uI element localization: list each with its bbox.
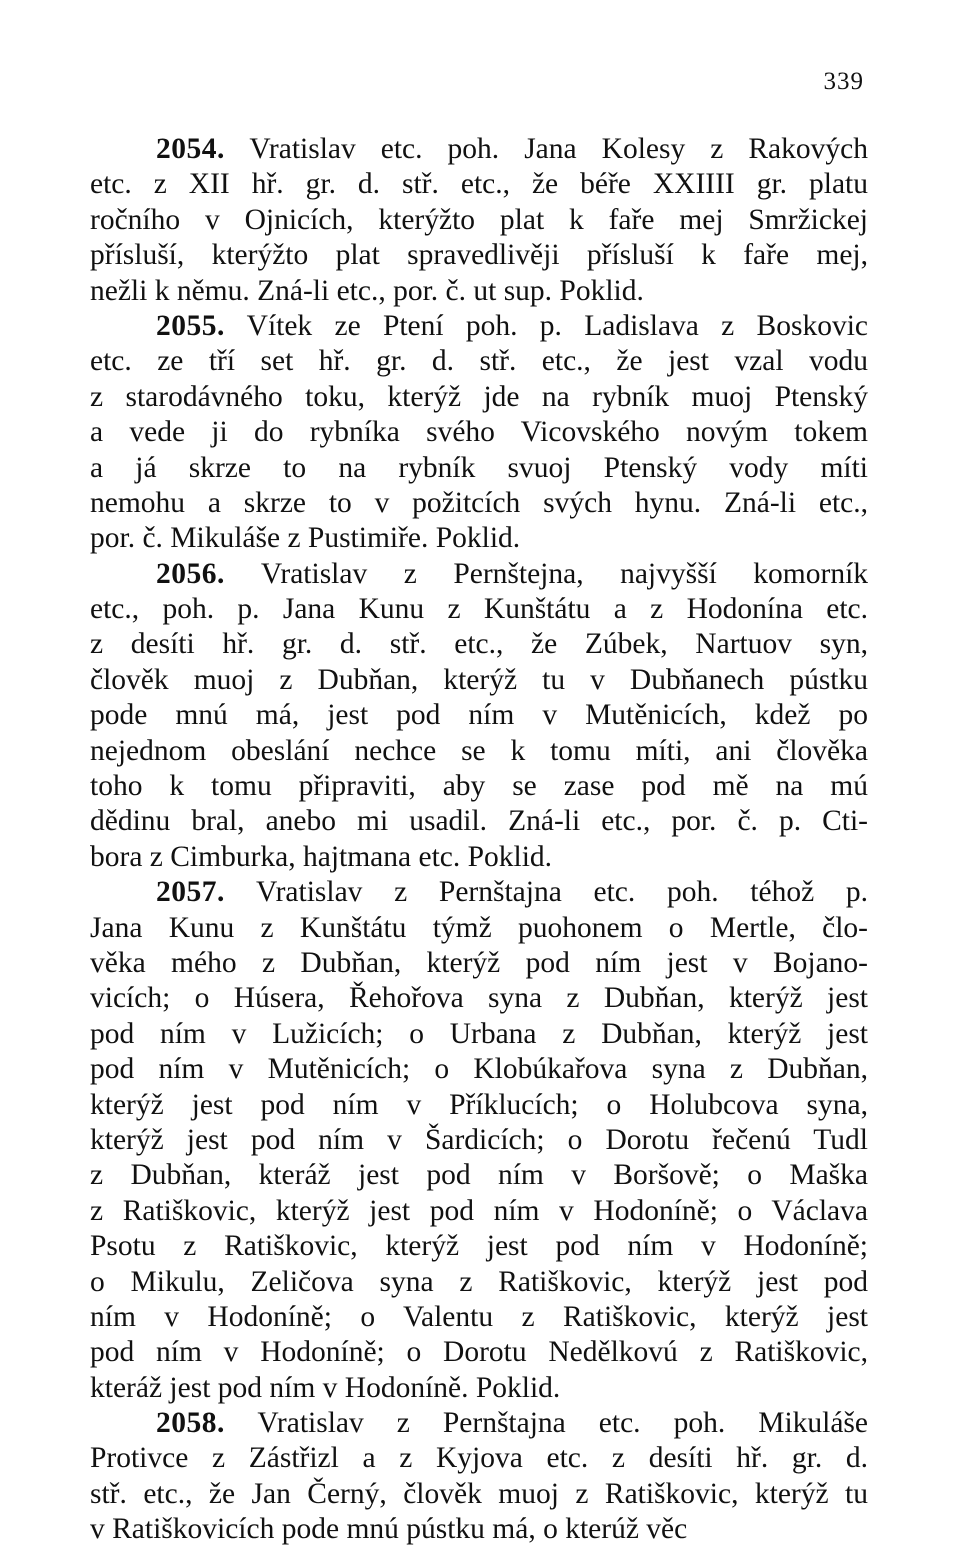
entry-number: 2057. [156, 876, 225, 909]
text-line [90, 698, 868, 733]
text-line [90, 132, 868, 167]
line-text: a vede ji do rybníka svého Vicovského novým tokem [90, 416, 868, 449]
entry [90, 557, 868, 876]
entry [90, 875, 868, 1406]
text-line [90, 451, 868, 486]
text-line [90, 1300, 868, 1335]
line-text: etc. ze tří set hř. gr. d. stř. etc., že jest vzal vodu [90, 345, 868, 378]
text-line [90, 875, 868, 910]
text-line [90, 1265, 868, 1300]
line-text: bora z Cimburka, hajtmana etc. Poklid. [90, 840, 553, 873]
text-line [90, 1406, 868, 1441]
text-line [90, 734, 868, 769]
text-line [90, 592, 868, 627]
line-text: z starodávného toku, kterýž jde na rybník muoj Ptenský [90, 380, 868, 413]
line-text: etc., poh. p. Jana Kunu z Kunštátu a z Hodonína etc. [90, 593, 868, 626]
line-text: dědinu bral, anebo mi usadil. Zná-li etc., por. č. p. Cti- [90, 805, 868, 838]
text-line [90, 804, 868, 839]
line-text: toho k tomu připraviti, aby se zase pod mě na mú [90, 770, 868, 803]
line-text: etc. z XII hř. gr. d. stř. etc., že béře XXIIII gr. platu [90, 168, 868, 201]
text-line [90, 557, 868, 592]
line-text: ročního v Ojnicích, kterýžto plat k faře mej Smržickej [90, 203, 868, 236]
entry [90, 132, 868, 309]
entry-number: 2055. [156, 309, 225, 342]
line-text: přísluší, kterýžto plat spravedlivěji přísluší k faře mej, [90, 239, 868, 272]
line-text: a já skrze to na rybník svuoj Ptenský vody míti [90, 451, 868, 484]
document-text [90, 132, 868, 1548]
entry-number: 2058. [156, 1407, 225, 1440]
text-line [90, 274, 868, 309]
text-line [90, 486, 868, 521]
text-line [90, 380, 868, 415]
line-text: nemohu a skrze to v požitcích svých hynu. Zná-li etc., [90, 486, 868, 519]
text-line [90, 238, 868, 273]
line-text: kterýž jest pod ním v Příklucích; o Holubcova syna, [90, 1088, 868, 1121]
line-text: ním v Hodoníně; o Valentu z Ratiškovic, kterýž jest [90, 1300, 868, 1333]
line-text: nejednom obeslání nechce se k tomu míti, ani člověka [90, 734, 868, 767]
text-line [90, 1371, 868, 1406]
line-text: Vítek ze Ptení poh. p. Ladislava z Boskovic [246, 309, 868, 342]
line-text: z Ratiškovic, kterýž jest pod ním v Hodoníně; o Václava [90, 1194, 868, 1227]
line-text: vicích; o Húsera, Řehořova syna z Dubňan, kterýž jest [90, 982, 868, 1015]
text-line [90, 344, 868, 379]
line-text: nežli k němu. Zná-li etc., por. č. ut sup. Poklid. [90, 274, 644, 307]
line-text: pod ním v Lužicích; o Urbana z Dubňan, kterýž jest [90, 1017, 868, 1050]
line-text: Vratislav etc. poh. Jana Kolesy z Rakových [249, 133, 868, 165]
line-text: o Mikulu, Zeličova syna z Ratiškovic, kterýž jest pod [90, 1265, 868, 1298]
page-number: 339 [823, 68, 864, 95]
text-line [90, 1512, 868, 1547]
text-line [90, 946, 868, 981]
entry-number: 2054. [156, 133, 225, 165]
text-line [90, 203, 868, 238]
line-text: pod ním v Hodoníně; o Dorotu Nedělkovú z Ratiškovic, [90, 1336, 868, 1369]
text-line [90, 309, 868, 344]
text-line [90, 1088, 868, 1123]
text-line [90, 1441, 868, 1476]
line-text: člověk muoj z Dubňan, kterýž tu v Dubňanech pústku [90, 663, 868, 696]
text-line [90, 1017, 868, 1052]
line-text: Jana Kunu z Kunštátu týmž puohonem o Mertle, člo- [90, 911, 868, 944]
text-line [90, 1052, 868, 1087]
entry-number: 2056. [156, 557, 225, 590]
line-text: stř. etc., že Jan Černý, člověk muoj z Ratiškovic, kterýž tu [90, 1477, 868, 1510]
text-line [90, 1158, 868, 1193]
line-text: pod ním v Mutěnicích; o Klobúkařova syna z Dubňan, [90, 1053, 868, 1086]
line-text: věka mého z Dubňan, kterýž pod ním jest v Bojano- [90, 946, 868, 979]
text-line [90, 1229, 868, 1264]
text-line [90, 663, 868, 698]
text-line [90, 1335, 868, 1370]
line-text: Protivce z Zástřizl a z Kyjova etc. z desíti hř. gr. d. [90, 1442, 868, 1475]
text-line [90, 627, 868, 662]
line-text: Vratislav z Pernštajna etc. poh. téhož p. [256, 876, 868, 909]
text-line [90, 1194, 868, 1229]
text-line [90, 1123, 868, 1158]
text-line [90, 415, 868, 450]
line-text: v Ratiškovicích pode mnú pústku má, o kterúž věc [90, 1513, 688, 1546]
line-text: z Dubňan, kteráž jest pod ním v Boršově; o Maška [90, 1159, 868, 1192]
text-line [90, 167, 868, 202]
text-line [90, 521, 868, 556]
entry [90, 1406, 868, 1548]
line-text: z desíti hř. gr. d. stř. etc., že Zúbek, Nartuov syn, [90, 628, 868, 661]
line-text: kteráž jest pod ním v Hodoníně. Poklid. [90, 1371, 561, 1404]
text-line [90, 1477, 868, 1512]
line-text: Vratislav z Pernštejna, najvyšší komorník [260, 557, 869, 590]
line-text: por. č. Mikuláše z Pustimiře. Poklid. [90, 522, 521, 555]
text-line [90, 840, 868, 875]
text-line [90, 769, 868, 804]
line-text: pode mnú má, jest pod ním v Mutěnicích, kdež po [90, 699, 868, 732]
line-text: kterýž jest pod ním v Šardicích; o Dorotu řečenú Tudl [90, 1123, 868, 1156]
entry [90, 309, 868, 557]
line-text: Vratislav z Pernštajna etc. poh. Mikuláše [257, 1407, 869, 1440]
text-line [90, 911, 868, 946]
line-text: Psotu z Ratiškovic, kterýž jest pod ním v Hodoníně; [90, 1230, 868, 1263]
text-line [90, 981, 868, 1016]
